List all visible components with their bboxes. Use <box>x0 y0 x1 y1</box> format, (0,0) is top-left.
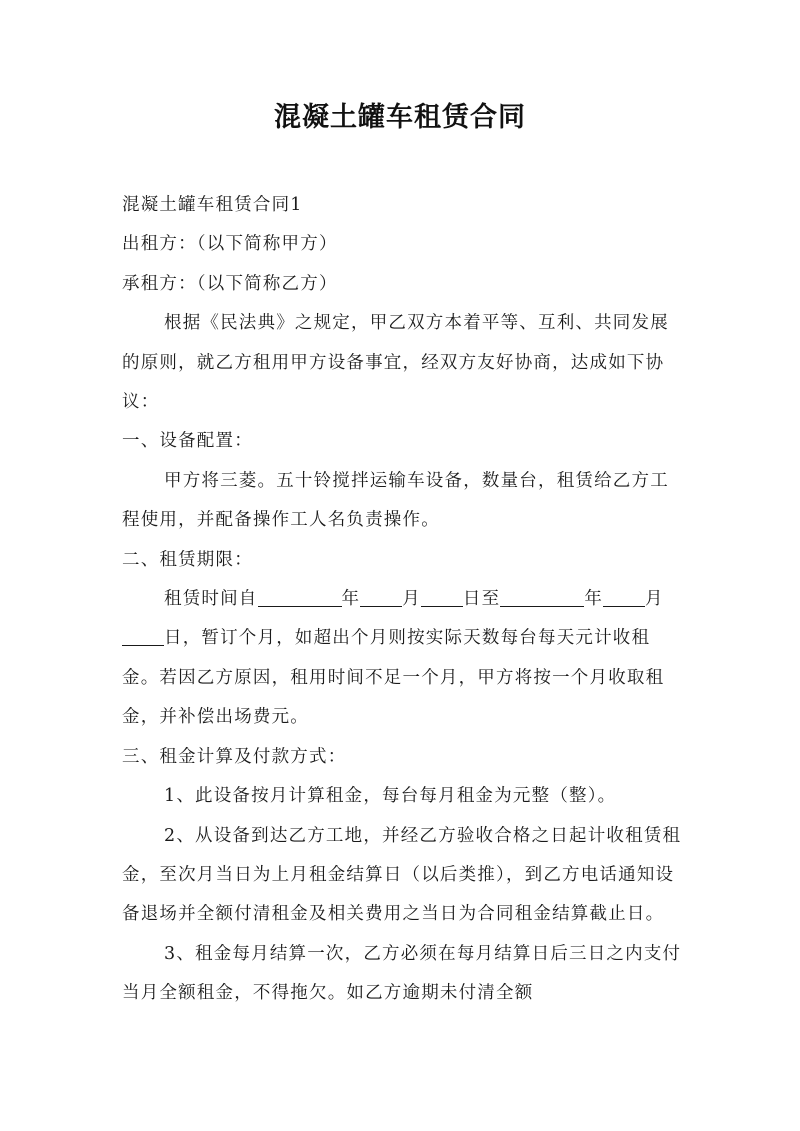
section2-heading: 二、租赁期限： <box>122 549 253 570</box>
document-title: 混凝土罐车租赁合同 <box>274 102 526 133</box>
rental-period-rest: 日，暂订个月，如超出个月则按实际天数每台每天元计收租金。若因乙方原因，租用时间不足一个月，甲方将按一个月收取租金，并补偿出场费元。 <box>122 628 665 728</box>
day-to-label: 日至 <box>462 589 501 610</box>
item3-paragraph: 3、租金每月结算一次，乙方必须在每月结算日后三日之内支付当月全额租金，不得拖欠。如乙方逾期未付清全额 <box>122 943 682 1004</box>
lessee-line: 承租方：（以下简称乙方） <box>122 273 338 294</box>
blank-field <box>500 586 584 606</box>
blank-field <box>122 626 164 646</box>
month-label: 月 <box>402 589 421 610</box>
blank-field <box>360 586 402 606</box>
item1-paragraph: 1、此设备按月计算租金，每台每月租金为元整（整）。 <box>164 786 617 807</box>
item2-paragraph: 2、从设备到达乙方工地，并经乙方验收合格之日起计收租赁租金，至次月当日为上月租金结算日（以后类推），到乙方电话通知设备退场并全额付清租金及相关费用之当日为合同租金结算截止日。 <box>122 825 682 925</box>
section3-heading: 三、租金计算及付款方式： <box>122 746 347 767</box>
year-label: 年 <box>584 589 604 610</box>
month-label: 月 <box>645 589 664 610</box>
rental-period-prefix: 租赁时间自 <box>164 589 258 610</box>
blank-field <box>421 586 463 606</box>
blank-field <box>603 586 645 606</box>
blank-field <box>258 586 342 606</box>
lessor-line: 出租方：（以下简称甲方） <box>122 234 338 255</box>
section1-paragraph: 甲方将三菱。五十铃搅拌运输车设备，数量台，租赁给乙方工程使用，并配备操作工人名负责操作。 <box>122 470 669 531</box>
preamble-paragraph: 根据《民法典》之规定，甲乙双方本着平等、互利、共同发展的原则，就乙方租用甲方设备事宜，经双方友好协商，达成如下协议： <box>122 313 669 413</box>
section2-paragraph <box>122 580 686 738</box>
section1-heading: 一、设备配置： <box>122 431 253 452</box>
year-label: 年 <box>341 589 361 610</box>
contract-subtitle: 混凝土罐车租赁合同1 <box>122 195 303 215</box>
document-body <box>122 186 686 1014</box>
